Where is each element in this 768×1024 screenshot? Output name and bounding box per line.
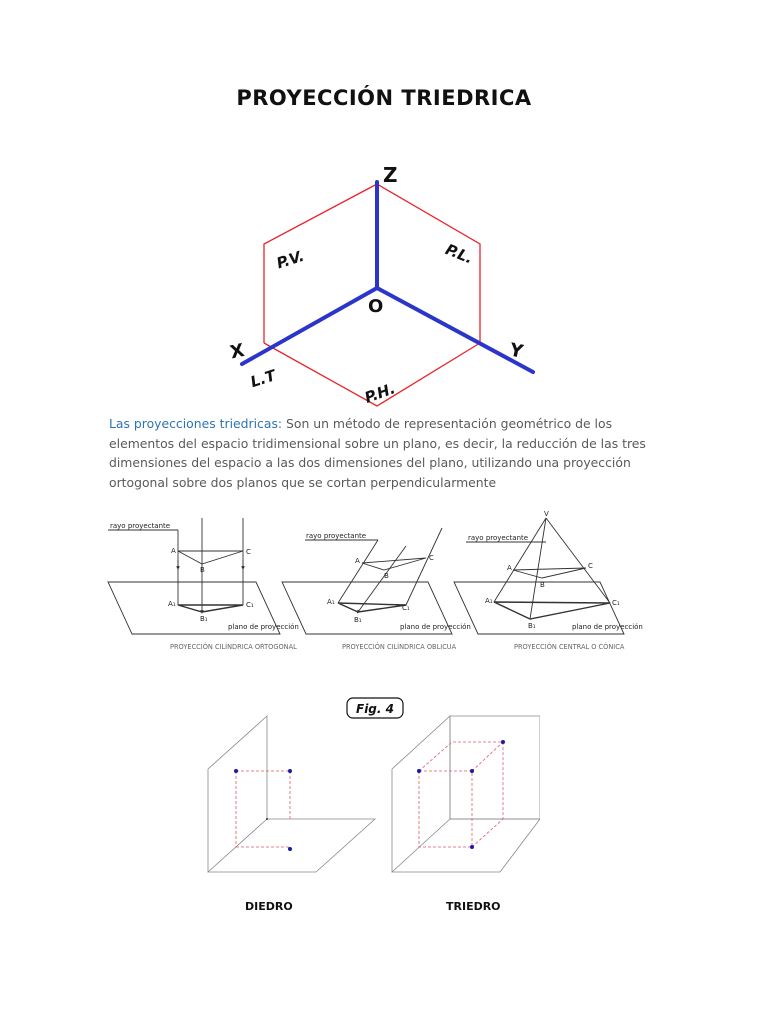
- point-b-1: B: [200, 566, 205, 574]
- point-c1-3: C₁: [612, 599, 620, 607]
- caption-central: PROYECCIÓN CENTRAL O CÓNICA: [514, 643, 625, 651]
- definition-lead: Las proyecciones triedricas:: [109, 416, 283, 431]
- diedro-dashes: [236, 771, 290, 847]
- caption-orthogonal: PROYECCIÓN CILÍNDRICA ORTOGONAL: [170, 643, 297, 651]
- diedro-origin: [266, 818, 268, 820]
- triedro-drawing: [392, 716, 540, 872]
- vertex-v: V: [544, 510, 549, 518]
- fig-4-badge-text: Fig. 4: [356, 702, 394, 716]
- point-b1-3: B₁: [528, 622, 536, 630]
- axes: [242, 182, 533, 372]
- triedro-dashes: [419, 742, 503, 847]
- caption-oblique: PROYECCIÓN CILÍNDRICA OBLICUA: [342, 643, 457, 651]
- definition-paragraph: [109, 414, 669, 492]
- triedro-label: TRIEDRO: [446, 900, 501, 913]
- point-a-3: A: [507, 564, 512, 572]
- triedro-point-3: [501, 740, 505, 744]
- plane-label-1: plano de proyección: [228, 623, 299, 631]
- point-c-3: C: [588, 562, 593, 570]
- point-a-2: A: [355, 557, 360, 565]
- plane-horizontal-label: P.H.: [362, 379, 398, 407]
- point-b1-1: B₁: [200, 615, 208, 623]
- point-c-1: C: [246, 548, 251, 556]
- point-a1-1: A₁: [168, 600, 176, 608]
- point-c1-1: C₁: [246, 601, 254, 609]
- page-title: PROYECCIÓN TRIEDRICA: [236, 86, 532, 110]
- point-a1-2: A₁: [327, 598, 335, 606]
- panel-orthogonal: [108, 518, 280, 634]
- triedro-point-2: [470, 769, 474, 773]
- axis-x-label: X: [228, 339, 247, 364]
- plane-lateral-label: P.L.: [442, 240, 476, 268]
- point-a1-3: A₁: [485, 597, 493, 605]
- triedro-point-1: [417, 769, 421, 773]
- ray-label-1: rayo proyectante: [110, 522, 171, 530]
- point-c-2: C: [429, 554, 434, 562]
- plane-label-3: plano de proyección: [572, 623, 643, 631]
- definition-body: Son un método de representación geométrico de los elementos del espacio tridimensional sobre un plano, es decir, la reducción de las tres dimensiones del espacio a las dos dimensiones del plano, utilizando una proyección ortogonal sobre dos planos que se cortan perpendicularmente: [109, 416, 646, 490]
- x-axis: [242, 288, 377, 364]
- ray-label-3: rayo proyectante: [468, 534, 529, 542]
- diedro-point-1: [234, 769, 238, 773]
- triedro-axes-figure: [222, 160, 552, 410]
- plane-label-2: plano de proyección: [400, 623, 471, 631]
- diedro-label: DIEDRO: [245, 900, 293, 913]
- diedro-point-3: [288, 847, 292, 851]
- axis-z-label: Z: [383, 163, 398, 187]
- projection-planes: [264, 184, 480, 406]
- ray-label-2: rayo proyectante: [306, 532, 367, 540]
- point-c1-2: C₁: [402, 604, 410, 612]
- diedro-point-2: [288, 769, 292, 773]
- ground-line-label: L.T: [248, 366, 278, 392]
- diedro-triedro-figure: [200, 694, 540, 919]
- fig-4-badge: [347, 698, 403, 718]
- point-a-1: A: [171, 547, 176, 555]
- triedro-point-4: [470, 845, 474, 849]
- origin-label: O: [368, 296, 384, 317]
- point-b-2: B: [384, 572, 389, 580]
- projection-types-figure: [100, 508, 670, 658]
- point-b-3: B: [540, 581, 545, 589]
- plane-vertical-label: P.V.: [274, 246, 307, 273]
- point-b1-2: B₁: [354, 616, 362, 624]
- axis-y-label: Y: [507, 339, 525, 363]
- panel-oblique: [282, 528, 452, 634]
